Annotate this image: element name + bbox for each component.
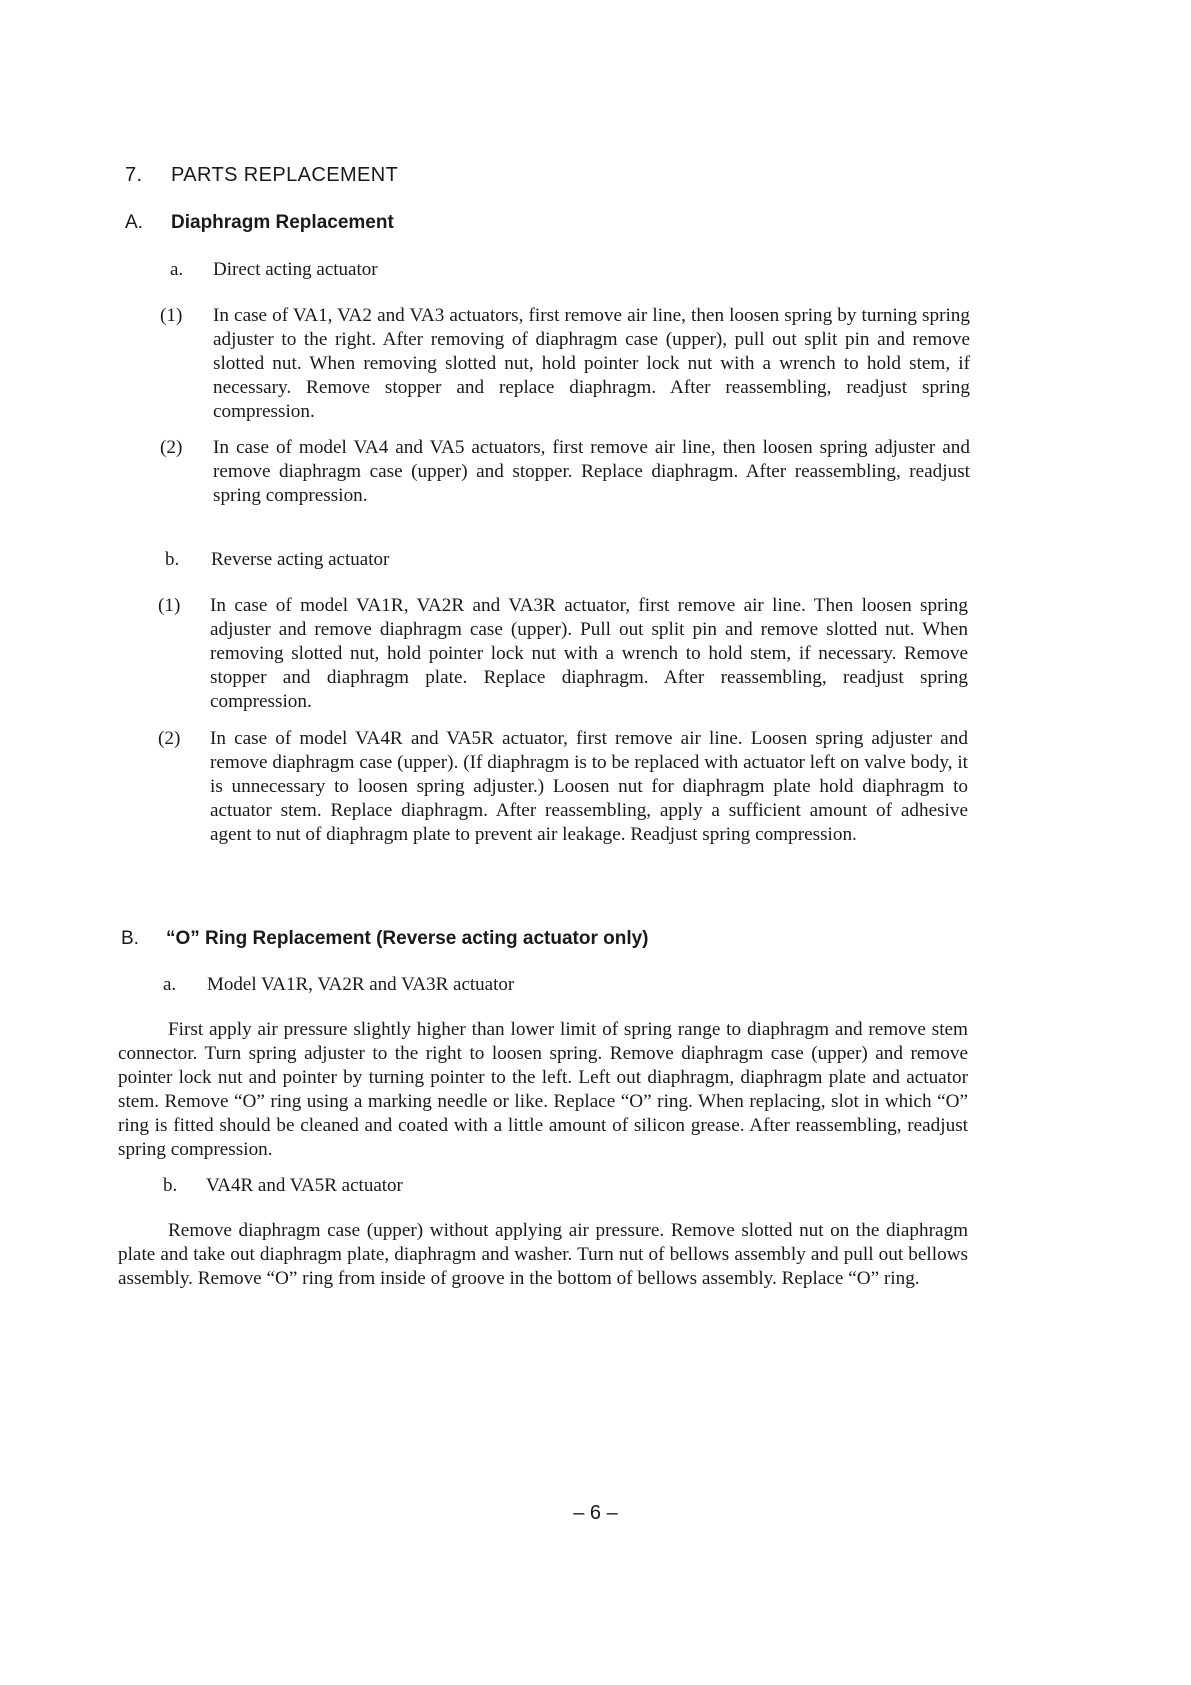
subsection-title: “O” Ring Replacement (Reverse acting actuator only) <box>166 928 649 949</box>
item-title: Reverse acting actuator <box>211 549 390 570</box>
body-paragraph: Remove diaphragm case (upper) without applying air pressure. Remove slotted nut on the diaphragm plate and take out diaphragm plate, diaphragm and washer. Turn nut of bellows assembly and pull out bellows assembly. Remove “O” ring from inside of groove in the bottom of bellows assembly. Replace “O” ring. <box>118 1220 968 1289</box>
item-heading-direct-acting <box>170 258 670 282</box>
step-number: (1) <box>158 595 181 616</box>
item-heading-reverse-acting <box>165 548 665 572</box>
step-paragraph <box>158 594 968 716</box>
step-number: (2) <box>158 728 181 749</box>
section-number: 7. <box>125 164 143 186</box>
step-text: In case of model VA4 and VA5 actuators, first remove air line, then loosen spring adjuster and remove diaphragm case (upper) and stopper. Replace diaphragm. After reassembling, readjust spring compression. <box>213 437 970 506</box>
section-heading <box>125 164 725 190</box>
item-title: Model VA1R, VA2R and VA3R actuator <box>207 974 515 995</box>
step-text: In case of model VA1R, VA2R and VA3R actuator, first remove air line. Then loosen spring adjuster and remove diaphragm case (upper). Pull out split pin and remove slotted nut. When removing slotted nut, hold pointer lock nut with a wrench to hold stem, if necessary. Remove stopper and diaphragm plate. Replace diaphragm. After reassembling, readjust spring compression. <box>210 595 968 712</box>
item-label: a. <box>163 974 177 995</box>
subsection-number: B. <box>121 928 139 949</box>
step-text: In case of model VA4R and VA5R actuator, first remove air line. Loosen spring adjuster and remove diaphragm case (upper). (If diaphragm is to be replaced with actuator left on valve body, it is unnecessary to loosen spring adjuster.) Loosen nut for diaphragm plate hold diaphragm to actuator stem. Replace diaphragm. After reassembling, apply a sufficient amount of adhesive agent to nut of diaphragm plate to prevent air leakage. Readjust spring compression. <box>210 728 968 845</box>
subsection-heading-b <box>121 928 821 954</box>
step-paragraph <box>158 727 968 873</box>
subsection-number: A. <box>125 212 143 233</box>
item-heading-va1r-va3r <box>163 973 763 997</box>
step-number: (1) <box>160 305 183 326</box>
body-paragraph: First apply air pressure slightly higher than lower limit of spring range to diaphragm and remove stem connector. Turn spring adjuster to the right to loosen spring. Remove diaphragm case (upper) and remove pointer lock nut and pointer by turning pointer to the left. Left out diaphragm, diaphragm plate and actuator stem. Remove “O” ring using a marking needle or like. Replace “O” ring. When replacing, slot in which “O” ring is fitted should be cleaned and coated with a little amount of silicon grease. After reassembling, readjust spring compression. <box>118 1019 968 1160</box>
subsection-heading-a <box>125 212 725 238</box>
item-title: Direct acting actuator <box>213 259 378 280</box>
step-text: In case of VA1, VA2 and VA3 actuators, first remove air line, then loosen spring by turning spring adjuster to the right. After removing of diaphragm case (upper), pull out split pin and remove slotted nut. When removing slotted nut, hold pointer lock nut with a wrench to hold stem, if necessary. Remove stopper and replace diaphragm. After reassembling, readjust spring compression. <box>213 305 970 422</box>
step-number: (2) <box>160 437 183 458</box>
item-heading-va4r-va5r <box>163 1174 763 1198</box>
item-label: b. <box>165 549 180 570</box>
section-title: PARTS REPLACEMENT <box>171 164 399 186</box>
page-number: – 6 – <box>573 1502 618 1524</box>
step-paragraph <box>160 304 970 426</box>
step-paragraph <box>160 436 970 510</box>
item-label: b. <box>163 1175 178 1196</box>
item-label: a. <box>170 259 184 280</box>
subsection-title: Diaphragm Replacement <box>171 212 394 233</box>
item-title: VA4R and VA5R actuator <box>206 1175 403 1196</box>
